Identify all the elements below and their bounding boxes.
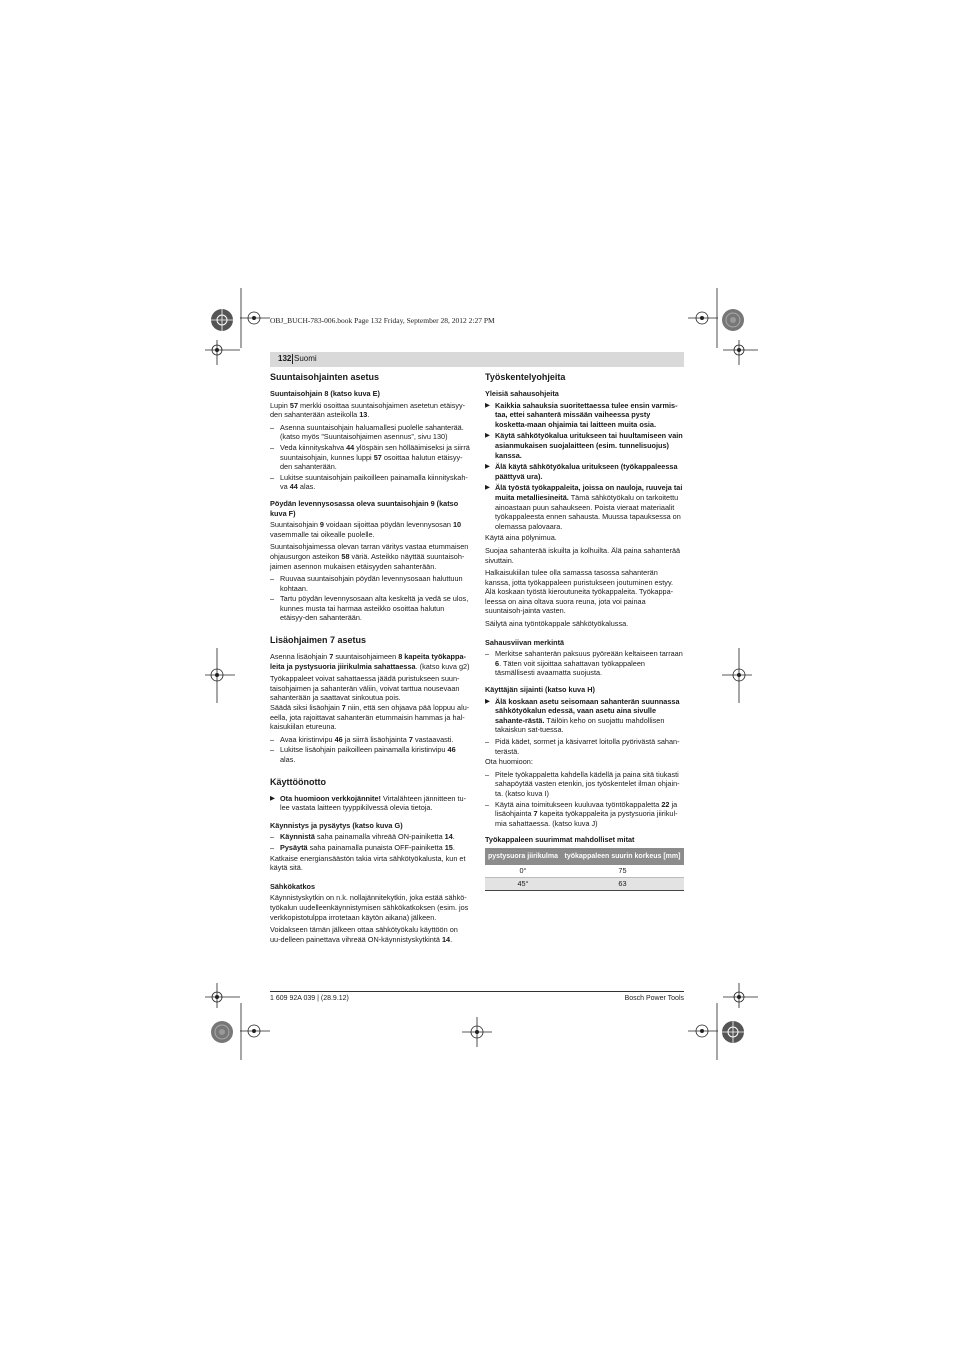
footer-left: 1 609 92A 039 | (28.9.12) <box>270 995 349 1002</box>
registration-mark-top-left <box>207 305 237 335</box>
paragraph: Käynnistyskytkin on n.k. nollajännitekytkin, joka estää sähkö-työkalun uudelleenkäynnistymisen sähkökatkoksen (esim. jos verkkopistotulppa irrotetaan käytön aikana) jälkeen. <box>270 893 469 922</box>
list-item: – Ruuvaa suuntaisohjain pöydän levennysosaan haluttuun kohtaan. <box>270 574 463 593</box>
arrow-icon: ▶ <box>485 401 490 409</box>
subsection-title: Käynnistys ja pysäytys (katso kuva G) <box>270 820 403 830</box>
warning-item: ▶ Älä käytä sähkötyökalua uritukseen (työkappaleessa päättyvä ura). <box>485 462 678 481</box>
page-number: 132 <box>278 354 292 363</box>
paragraph: Voidakseen tämän jälkeen ottaa sähkötyökalu käyttöön on uu-delleen painettava vihreää ON-käynnistyskytkintä 14. <box>270 925 458 944</box>
arrow-icon: ▶ <box>485 463 490 471</box>
arrow-icon: ▶ <box>485 432 490 440</box>
print-header: OBJ_BUCH-783-006.book Page 132 Friday, September 28, 2012 2:27 PM <box>270 316 495 325</box>
list-item: – Käynnistä saha painamalla vihreää ON-painiketta 14. <box>270 832 455 842</box>
table-cell: 63 <box>561 877 684 890</box>
section-title: Suuntaisohjainten asetus <box>270 372 380 382</box>
subsection-title: Sahausviivan merkintä <box>485 637 565 647</box>
page-header-bar <box>270 352 684 367</box>
table-row <box>485 865 684 878</box>
paragraph: Älä koskaan työstä kieroutuneita työkappaleita. Työkappa-leessa on aina oltava suora reuna, jota voi painaa suuntaisoh-jainta vasten. <box>485 587 674 616</box>
crosshair-mark-top-left-2 <box>205 340 245 365</box>
arrow-icon: ▶ <box>485 484 490 492</box>
footer-right: Bosch Power Tools <box>624 995 684 1002</box>
list-item: – Avaa kiristinvipu 46 ja siirrä lisäohjainta 7 vastaavasti. <box>270 734 454 744</box>
warning-item: ▶ Ota huomioon verkkojännite! Virtalähteen jännitteen tu-lee vastata laitteen tyyppikilvessä olevia tietoja. <box>270 793 467 813</box>
crosshair-mark-bottom-right <box>718 983 758 1008</box>
left-column <box>270 372 470 947</box>
subsection-title: Suuntaisohjain 8 (katso kuva E) <box>270 389 380 398</box>
warning-item: ▶ Käytä sähkötyökalua uritukseen tai huultamiseen vain asianmukaisen suojalaitteen (esim. tunnelisuojus) kanssa. <box>485 431 683 460</box>
list-item: – Veda kiinnityskahva 44 ylöspäin sen höllääimiseksi ja siirrä suuntaisohjain, kunnes luppi 57 osoittaa halutun etäisyy-den sahanterään. <box>270 442 470 472</box>
registration-mark-bottom-right <box>718 1017 748 1047</box>
paragraph: Ota huomioon: <box>485 757 533 767</box>
paragraph: Katkaise energiansäästön takia virta sähkötyökalusta, kun et käytä sitä. <box>270 853 466 873</box>
crosshair-mark-bottom-left-2 <box>240 1003 270 1060</box>
paragraph: Halkaisukiilan tulee olla samassa tasossa sahanterän kanssa, jotta työkappaleen puristukseen joutuminen estyy. <box>485 568 674 587</box>
list-item: – Merkitse sahanterän paksuus pyöreään keltaiseen tarraan 6. Täten voit sijoittaa sahattavan työkappaleen täsmällisesti avaamatta suojusta. <box>485 649 683 678</box>
table-cell: 75 <box>561 865 684 878</box>
paragraph: Säilytä aina työntökappale sähkötyökalussa. <box>485 619 629 629</box>
warning-item: ▶ Älä koskaan asetu seisomaan sahanterän suunnassa sähkötyökalun edessä, vaan asetu aina sivulle sahante-rästä. Täilöin keho on suojattu mahdollisen takaiskun sat-tuessa. <box>485 696 680 735</box>
paragraph: Käytä aina pölynimua. <box>485 533 557 543</box>
table-header: työkappaleen suurin korkeus [mm] <box>561 848 684 865</box>
language-label: Suomi <box>294 354 317 363</box>
paragraph: Suuntaisohjain 9 voidaan sijoittaa pöydän levennysosan 10 vasemmalle tai oikealle puolelle. <box>270 520 462 539</box>
list-item: – Pitele työkappaletta kahdella kädellä ja paina sitä tiukasti sahapöytää vasten etenkin, jos työskentelet ilman ohjain-ta. (katso kuva I) <box>485 769 680 798</box>
list-item: – Pidä kädet, sormet ja käsivarret loitolla pyörivästä sahan-terästä. <box>485 737 680 756</box>
paragraph: Lupin 57 merkki osoittaa suuntaisohjaimen asetetun etäisyy-den sahanterään asteikolla 13. <box>270 400 466 420</box>
registration-mark-top-right <box>718 305 748 335</box>
table-header: pystysuora jiirikulma <box>485 848 561 865</box>
section-title: Työskentelyohjeita <box>485 372 566 382</box>
arrow-icon: ▶ <box>270 794 275 802</box>
right-column <box>485 372 684 891</box>
crosshair-mark-top-right-2 <box>718 340 758 365</box>
registration-mark-bottom-left <box>207 1017 237 1047</box>
table-cell: 0° <box>485 865 561 878</box>
footer-divider <box>270 991 684 992</box>
arrow-icon: ▶ <box>485 697 490 705</box>
subsection-title: Yleisiä sahausohjeita <box>485 389 559 398</box>
paragraph: Suuntaisohjaimessa olevan tarran väritys vastaa etummaisen ohjausurgon asteikon 58 väriä. Asteikko näyttää suuntaisoh-jaimen asennon mukaisen etäisyyden sahanterään. <box>270 542 469 571</box>
list-item: – Käytä aina toimitukseen kuuluvaa työntökappaletta 22 ja lisäohjainta 7 kapeita työkappaleita ja pystysuoria jiirikul-mia sahattaessa. (katso kuva J) <box>485 799 678 828</box>
list-item: – Tartu pöydän levennysosaan alta keskeltä ja vedä se ulos, kunnes musta tai harmaa asteikko osoittaa halutun etäisyy-den sahanterään. <box>270 594 469 623</box>
subsection-title: Työkappaleen suurimmat mahdolliset mitat <box>485 835 635 845</box>
crosshair-mark-mid-right <box>722 648 752 703</box>
header-separator <box>292 354 293 364</box>
subsection-title: Käyttäjän sijainti (katso kuva H) <box>485 685 595 695</box>
crosshair-mark-bottom-center <box>462 1017 492 1047</box>
crosshair-mark-mid-left <box>205 648 235 703</box>
section-title: Käyttöönotto <box>270 776 326 787</box>
table-cell: 45° <box>485 877 561 890</box>
warning-item: ▶ Älä työstä työkappaleita, joissa on nauloja, ruuveja tai muita metalliesineitä. Tämä sähkötyökalu on tarkoitettu ainoastaan puun sahaukseen. Poista vieraat materiaalit työkappaleesta ennen sahausta. Muussa tapauksessa on olemassa palovaara. <box>485 483 683 531</box>
paragraph: Säädä siksi lisäohjain 7 niin, että sen ohjaava pää loppuu alu-eella, jota rajoittavat sahanterän etummaisin hammas ja hal-kaisukiilan etureuna. <box>270 703 470 732</box>
section-title: Lisäohjaimen 7 asetus <box>270 635 367 646</box>
subsection-title: Pöydän levennysosassa oleva suuntaisohjain 9 (katso kuva F) <box>270 498 459 518</box>
crosshair-mark-bottom-left <box>205 983 245 1008</box>
paragraph: Asenna lisäohjain 7 suuntaisohjaimeen 8 kapeita työkappa-leita ja pystysuoria jiirikulmia sahattaessa. (katso kuva g2) <box>270 652 470 671</box>
list-item: – Pysäytä saha painamalla punaista OFF-painiketta 15. <box>270 842 455 852</box>
table-row <box>485 877 684 890</box>
list-item: – Asenna suuntaisohjain haluamallesi puolelle sahanterää. (katso myös ”Suuntaisohjaimen asennus”, sivu 130) <box>270 422 464 442</box>
paragraph: Suojaa sahanterää iskuilta ja kolhuilta. Älä paina sahanterää sivuttain. <box>485 545 681 565</box>
crosshair-mark-top-left <box>240 288 270 348</box>
paragraph: Työkappaleet voivat sahattaessa jäädä puristukseen suun-taisohjaimen ja sahanterän väliin, voivat tarttua nousevaan sahanterään ja saattavat sinkoutua pois. <box>270 674 460 703</box>
warning-item: ▶ Kaikkia sahauksia suoritettaessa tulee ensin varmis-taa, ettei sahanterä missään vaiheessa pysty kosketta-maan ohjaimia tai laitteen muita osia. <box>485 400 678 429</box>
subsection-title: Sähkökatkos <box>270 881 316 891</box>
dimensions-table <box>485 848 684 891</box>
list-item: – Lukitse suuntaisohjain paikoilleen painamalla kiinnityskah-va 44 alas. <box>270 472 468 492</box>
crosshair-mark-bottom-right-2 <box>688 1003 718 1060</box>
crosshair-mark-top-right <box>688 288 718 348</box>
list-item: – Lukitse lisäohjain paikoilleen painamalla kiristinvipu 46 alas. <box>270 745 456 764</box>
